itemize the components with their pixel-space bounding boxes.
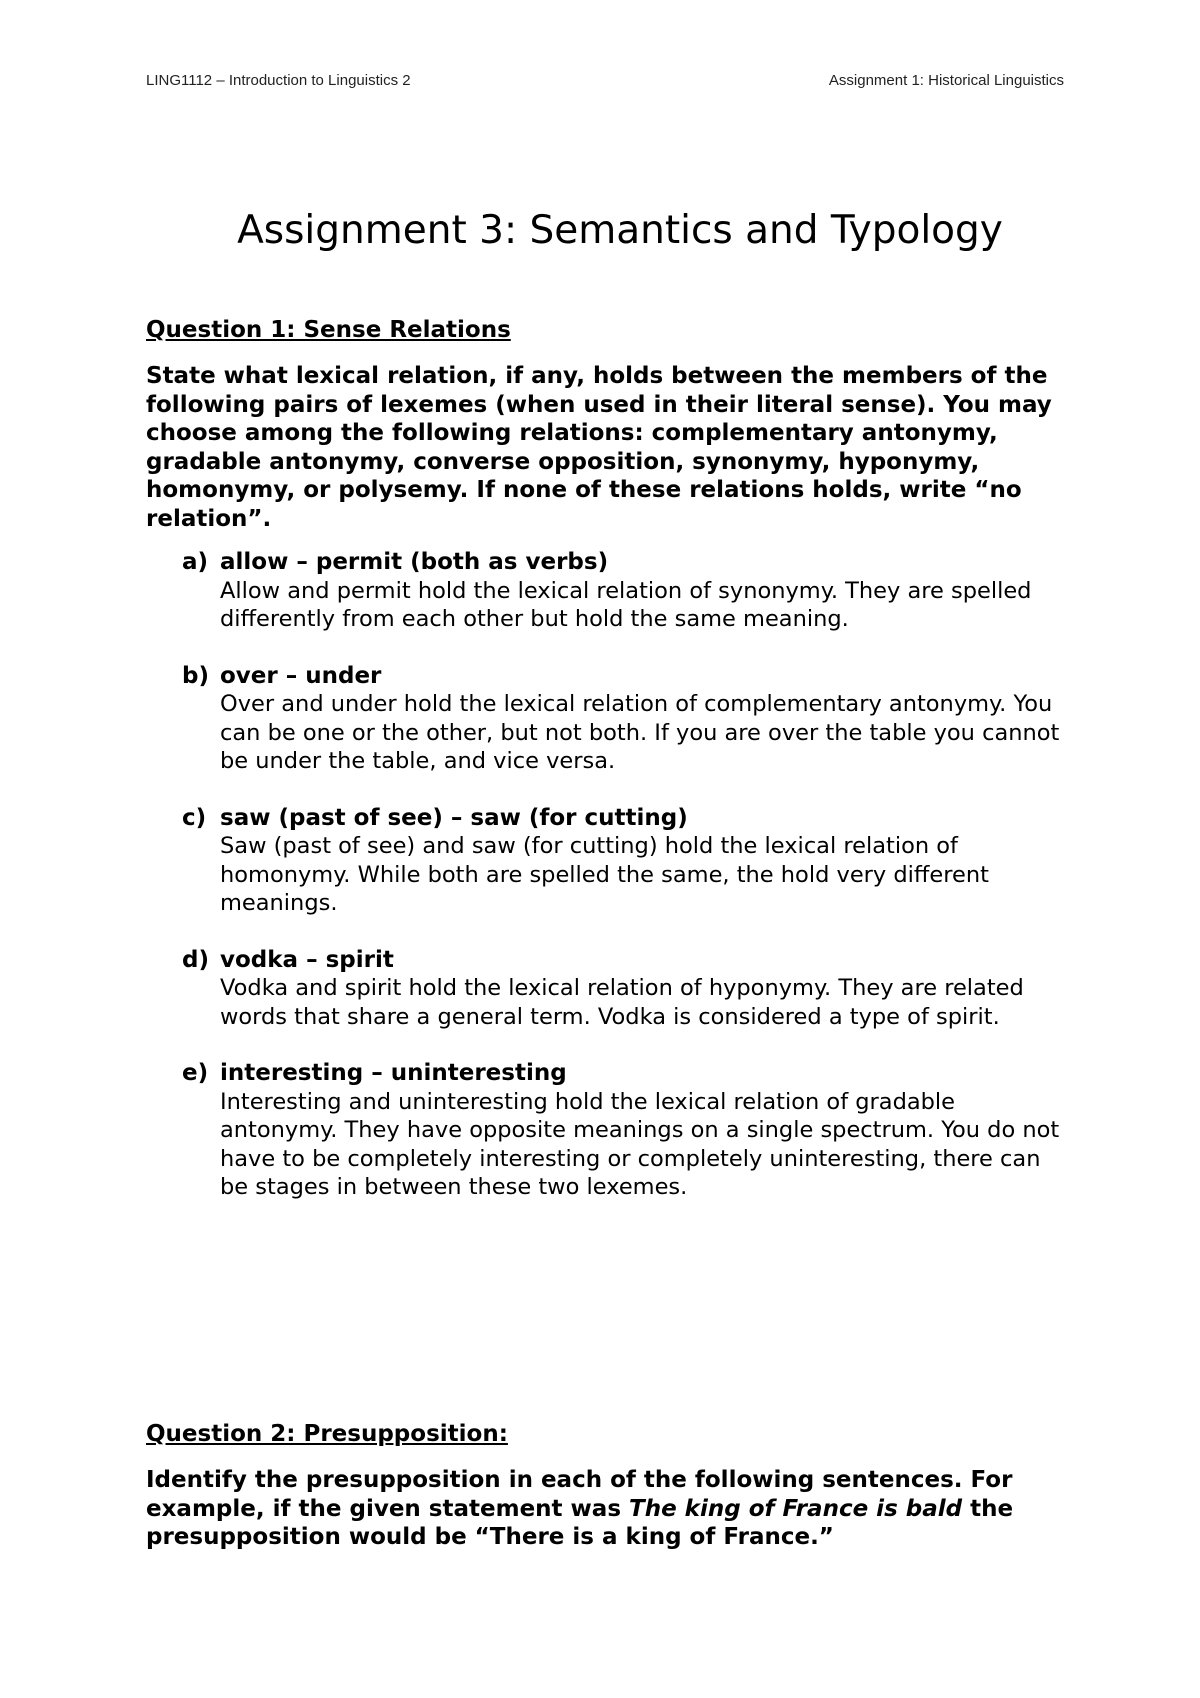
lexeme-pair: allow – permit (both as verbs)	[220, 549, 609, 575]
item-letter: d)	[182, 946, 209, 973]
page-header	[146, 72, 1064, 96]
question-1-list	[146, 548, 1066, 1230]
item-letter: a)	[182, 549, 209, 575]
answer-text: Saw (past of see) and saw (for cutting) hold the lexical relation of homonymy. While both are spelled the same, the hold very different meanings.	[220, 833, 989, 916]
answer-text: Over and under hold the lexical relation of complementary antonymy. You can be one or the other, but not both. If you are over the table you cannot be under the table, and vice versa.	[220, 691, 1060, 774]
answer-text: Interesting and uninteresting hold the lexical relation of gradable antonymy. They have opposite meanings on a single spectrum. You do not have to be completely interesting or completely uninteresting, there can be stages in between these two lexemes.	[220, 1088, 1060, 1200]
instructions-text-end: the presupposition would be “There is a king of France.”	[146, 1495, 1014, 1550]
lexeme-pair: vodka – spirit	[220, 946, 394, 973]
list-item	[146, 946, 1066, 1032]
question-2-instructions	[146, 1466, 1066, 1552]
answer-text: Allow and permit hold the lexical relation of synonymy. They are spelled differently from each other but hold the same meaning.	[220, 577, 1032, 632]
list-item	[146, 548, 1066, 634]
question-1-heading: Question 1: Sense Relations	[146, 317, 511, 343]
list-item	[146, 804, 1066, 918]
instructions-text: Identify the presupposition in each of the following sentences. For example, if the given statement was	[146, 1467, 1013, 1522]
lexeme-pair: over – under	[220, 662, 382, 689]
example-sentence: The king of France is bald	[629, 1495, 963, 1522]
question-2-heading: Question 2: Presupposition:	[146, 1421, 508, 1447]
question-1-instructions: State what lexical relation, if any, holds between the members of the following pairs of lexemes (when used in their literal sense). You may choose among the following relations: complementary antonymy, gradable antonymy, converse opposition, synonymy, hyponymy, homonymy, or polysemy. If none of these relations holds, write “no relation”.	[146, 363, 1052, 532]
list-item	[146, 662, 1066, 776]
lexeme-pair: interesting – uninteresting	[220, 1060, 567, 1086]
list-item	[146, 1059, 1066, 1202]
item-letter: e)	[182, 1060, 209, 1086]
header-course: LING1112 – Introduction to Linguistics 2	[146, 72, 411, 89]
item-letter: c)	[182, 804, 207, 831]
item-letter: b)	[182, 662, 209, 689]
page-title: Assignment 3: Semantics and Typology	[237, 208, 1003, 253]
answer-text: Vodka and spirit hold the lexical relation of hyponymy. They are related words that share a general term. Vodka is considered a type of spirit.	[220, 975, 1024, 1030]
header-assignment: Assignment 1: Historical Linguistics	[828, 72, 1064, 89]
lexeme-pair: saw (past of see) – saw (for cutting)	[220, 804, 688, 831]
